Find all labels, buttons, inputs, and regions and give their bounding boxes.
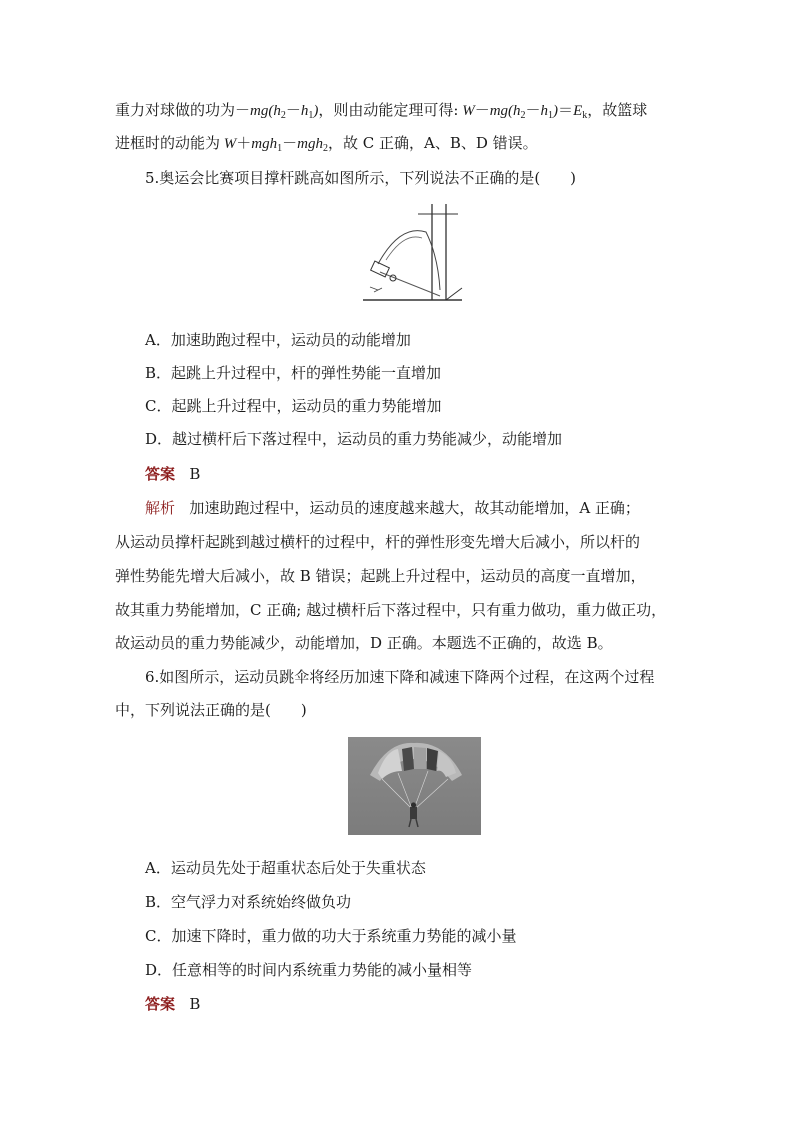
- work-expression: $-mg(h_2-h_1)$: [235, 103, 319, 121]
- prev-solution-text: 重力对球做的功为: [115, 101, 236, 119]
- q5-analysis-line-1: [145, 498, 640, 518]
- q6-stem-line-1: 6.如图所示，运动员跳伞将经历加速下降和减速下降两个过程，在这两个过程: [145, 668, 655, 686]
- q6-option-c: C．加速下降时，重力做的功大于系统重力势能的减小量: [145, 927, 517, 945]
- q5-analysis-line-5: 故运动员的重力势能减少，动能增加，D 正确。本题选不正确的，故选 B。: [115, 634, 613, 652]
- q5-option-c: C．起跳上升过程中，运动员的重力势能增加: [145, 397, 442, 415]
- q5-analysis-line-4: 故其重力势能增加，C 正确; 越过横杆后下落过程中，只有重力做功，重力做正功，: [115, 601, 667, 619]
- prev-solution-text: ，故 C 正确，A、B、D 错误。: [327, 134, 538, 152]
- answer-value: B: [189, 995, 201, 1013]
- prev-solution-text: 进框时的动能为: [115, 134, 221, 152]
- q6-option-a: A．运动员先处于超重状态后处于失重状态: [145, 859, 426, 877]
- q5-option-a: A．加速助跑过程中，运动员的动能增加: [145, 331, 411, 349]
- q5-analysis-line-2: 从运动员撑杆起跳到越过横杆的过程中，杆的弹性形变先增大后减小，所以杆的: [115, 533, 641, 551]
- q5-analysis-line-3: 弹性势能先增大后减小，故 B 错误；起跳上升过程中，运动员的高度一直增加，: [115, 567, 646, 585]
- prev-solution-text: ，则由动能定理可得:: [318, 101, 459, 119]
- q6-option-b: B．空气浮力对系统始终做负功: [145, 893, 352, 911]
- analysis-text: 加速助跑过程中，运动员的速度越来越大，故其动能增加，A 正确；: [189, 499, 640, 517]
- q6-option-d: D．任意相等的时间内系统重力势能的减小量相等: [145, 961, 473, 979]
- parachute-photo: [348, 737, 481, 835]
- q5-stem: 5.奥运会比赛项目撑杆跳高如图所示，下列说法不正确的是( ): [145, 169, 577, 187]
- answer-label: 答案: [145, 995, 176, 1013]
- prev-solution-text: ，故篮球: [587, 101, 648, 119]
- prev-solution-line-1: [115, 100, 647, 126]
- energy-equation: $W-mg(h_2-h_1)=E_k$: [458, 103, 588, 121]
- q6-answer: [145, 994, 200, 1014]
- answer-value: B: [189, 465, 201, 483]
- q6-stem-line-2: 中，下列说法正确的是( ): [115, 701, 307, 719]
- pole-vault-figure: [360, 202, 465, 304]
- answer-label: 答案: [145, 465, 176, 483]
- kinetic-energy-expression: W＋mgh$_1$－mgh$_2$: [220, 136, 328, 154]
- q5-option-b: B．起跳上升过程中，杆的弹性势能一直增加: [145, 364, 442, 382]
- q5-option-d: D．越过横杆后下落过程中，运动员的重力势能减少，动能增加: [145, 430, 563, 448]
- q5-answer: [145, 464, 200, 484]
- prev-solution-line-2: [115, 133, 538, 159]
- analysis-label: 解析: [145, 499, 176, 517]
